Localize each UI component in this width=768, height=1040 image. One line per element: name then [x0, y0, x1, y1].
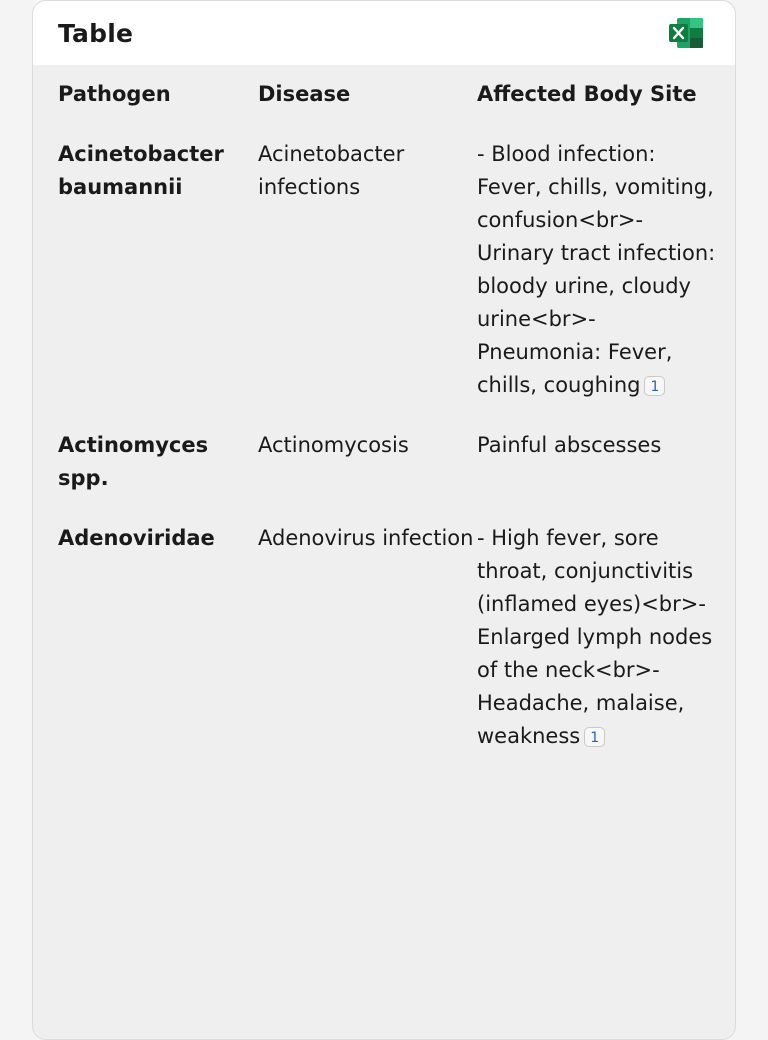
table-card	[32, 0, 736, 1040]
citation-badge[interactable]: 1	[584, 727, 605, 747]
site-text: - High fever, sore throat, conjunctivitis (inflamed eyes)<br>- Enlarged lymph nodes of the neck<br>- Headache, malaise, weakness	[477, 526, 713, 748]
header-affected-body-site: Affected Body Site	[477, 82, 697, 106]
header-pathogen: Pathogen	[58, 82, 171, 106]
header-disease: Disease	[258, 82, 351, 106]
site-text: Painful abscesses	[477, 433, 662, 457]
cell-disease: Adenovirus infection	[258, 526, 474, 550]
cell-disease: Actinomycosis	[258, 433, 409, 457]
cell-affected-body-site	[477, 522, 736, 780]
citation-badge[interactable]: 1	[644, 376, 665, 396]
table-row	[33, 522, 736, 780]
cell-pathogen: Actinomyces spp.	[58, 433, 209, 490]
pathogen-table	[33, 65, 736, 780]
cell-affected-body-site	[477, 138, 736, 429]
cell-disease: Acinetobacter infections	[258, 142, 405, 199]
excel-export-button[interactable]	[667, 15, 705, 51]
card-title: Table	[58, 18, 134, 48]
excel-icon	[668, 17, 704, 49]
table-header-row	[33, 65, 736, 138]
table-row	[33, 138, 736, 429]
cell-affected-body-site	[477, 429, 736, 522]
site-text: - Blood infection: Fever, chills, vomiting, confusion<br>- Urinary tract infection: bloody urine, cloudy urine<br>- Pneumonia: Fever, chills, coughing	[477, 142, 716, 397]
table-row	[33, 429, 736, 522]
cell-pathogen: Adenoviridae	[58, 526, 215, 550]
cell-pathogen: Acinetobacter baumannii	[58, 142, 224, 199]
card-header	[33, 1, 735, 65]
